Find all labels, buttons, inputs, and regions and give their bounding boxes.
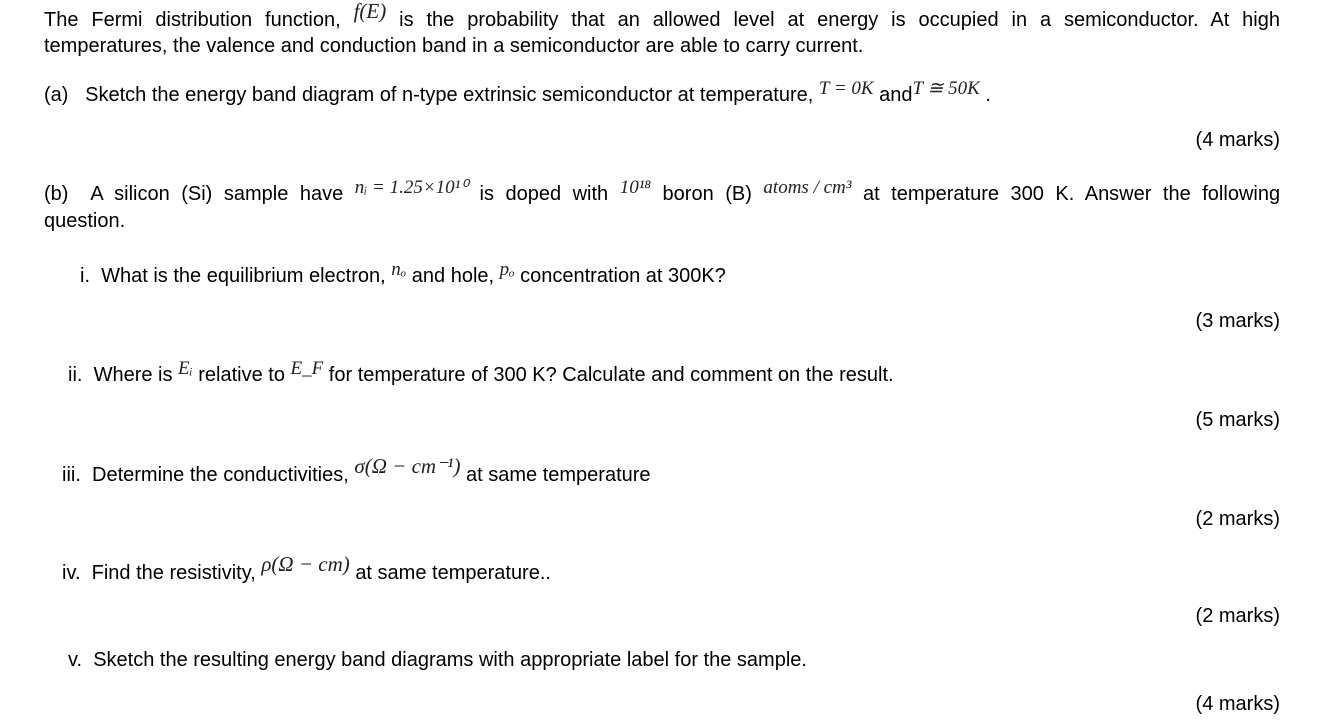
question-i-text-2: and hole, (411, 265, 495, 287)
intro-line-1 (44, 0, 1280, 33)
question-v (68, 647, 807, 673)
question-ii-number: ii. (68, 364, 83, 386)
intro-line-2: temperatures, the valence and conduction band in a semiconductor are able to carry current. (44, 35, 864, 57)
question-iv-number: iv. (62, 562, 81, 584)
question-iii-marks: (2 marks) (1195, 508, 1280, 530)
intro-text-b: is the probability that an allowed level at energy is occupied in a semiconductor. At high (399, 9, 1280, 31)
part-b-text-1: A silicon (Si) sample have (90, 183, 344, 205)
intrinsic-concentration-math: nᵢ = 1.25×10¹⁰ (354, 177, 468, 198)
question-iii-text-2: at same temperature (466, 464, 651, 486)
temp-zero-math: T = 0K (818, 78, 874, 99)
temp-fifty-math: T ≅ 50K (912, 78, 980, 99)
question-iii (62, 454, 651, 488)
part-b-text-4: at temperature 300 K. Answer the following (862, 183, 1281, 205)
question-v-marks: (4 marks) (1195, 693, 1280, 715)
question-v-text-1: Sketch the resulting energy band diagrams with appropriate label for the sample. (93, 649, 807, 671)
question-i-marks: (3 marks) (1195, 310, 1280, 332)
intro-text-a: The Fermi distribution function, (44, 9, 341, 31)
question-iv-text-1: Find the resistivity, (91, 562, 256, 584)
conductivity-math: σ(Ω − cm⁻¹) (354, 454, 461, 478)
part-b-text-3: boron (B) (662, 183, 752, 205)
part-b-label: (b) (44, 183, 69, 205)
question-i-text-3: concentration at 300K? (520, 265, 726, 287)
question-i-text-1: What is the equilibrium electron, (101, 265, 386, 287)
question-i (80, 259, 726, 290)
question-ii-text-2: relative to (198, 364, 285, 386)
question-ii-text-3: for temperature of 300 K? Calculate and comment on the result. (328, 364, 894, 386)
part-a-text: Sketch the energy band diagram of n-type extrinsic semiconductor at temperature, (85, 84, 814, 106)
question-ii-text-1: Where is (93, 364, 173, 386)
atoms-per-cm3-math: atoms / cm³ (763, 177, 852, 198)
question-iv (62, 552, 551, 586)
question-iv-marks: (2 marks) (1195, 605, 1280, 627)
part-a-period: . (985, 84, 991, 106)
and-text: and (879, 84, 913, 106)
part-a-marks: (4 marks) (1195, 129, 1280, 151)
question-ii-marks: (5 marks) (1195, 409, 1280, 431)
part-b-line-1 (44, 177, 1281, 208)
question-i-number: i. (80, 265, 90, 287)
electron-concentration-math: nₒ (391, 259, 407, 280)
part-b-line-2: question. (44, 210, 126, 232)
resistivity-math: ρ(Ω − cm) (261, 552, 350, 576)
doping-dose-math: 10¹⁸ (619, 177, 652, 198)
part-a-label: (a) (44, 84, 69, 106)
question-iv-text-2: at same temperature.. (355, 562, 551, 584)
question-ii (68, 358, 894, 389)
fermi-energy-math: E_F (290, 358, 324, 379)
part-b-text-2: is doped with (479, 183, 609, 205)
fermi-function-math: f(E) (353, 0, 387, 23)
intrinsic-energy-math: Eᵢ (178, 358, 193, 379)
question-iii-number: iii. (62, 464, 81, 486)
part-a-question (44, 78, 991, 109)
hole-concentration-math: pₒ (499, 259, 515, 280)
question-iii-text-1: Determine the conductivities, (92, 464, 349, 486)
question-v-number: v. (68, 649, 83, 671)
